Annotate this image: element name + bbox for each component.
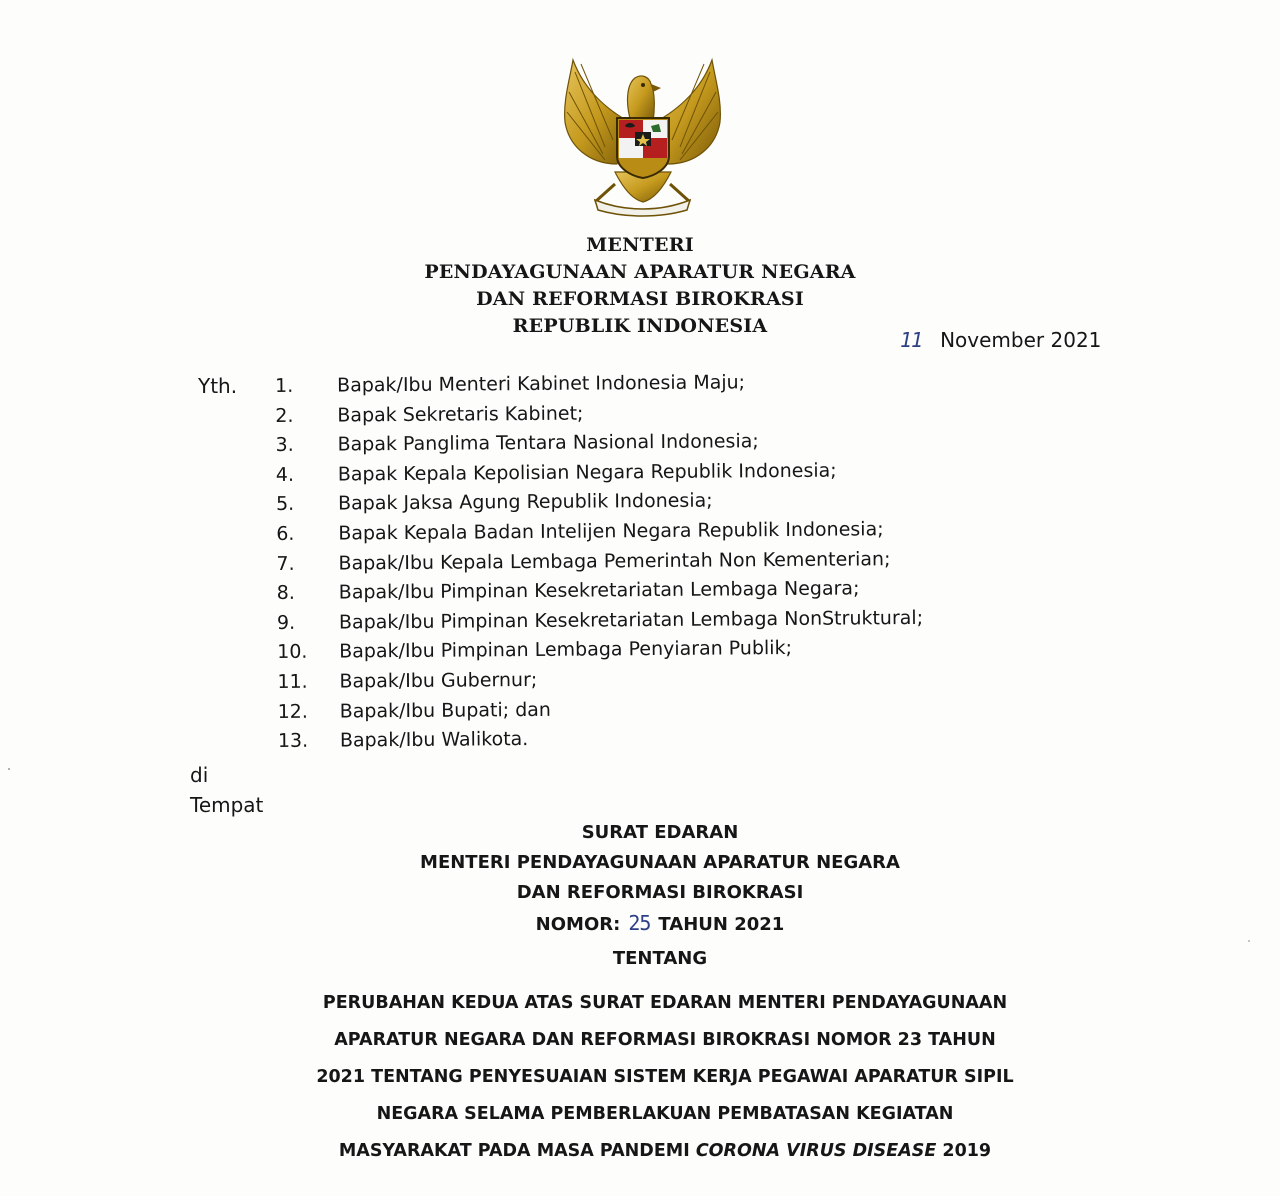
year-label: TAHUN 2021 [658,914,785,935]
date-day-handwritten: 11 [900,328,923,352]
subject-line: NEGARA SELAMA PEMBERLAKUAN PEMBATASAN KEGIATAN [376,1104,954,1124]
circular-type: SURAT EDARAN [581,822,739,843]
list-item: 2. Bapak Sekretaris Kabinet; [275,402,584,427]
circular-title [320,818,1000,974]
subject-line: PERUBAHAN KEDUA ATAS SURAT EDARAN MENTERI PENDAYAGUNAAN [322,993,1008,1013]
list-item: 11. Bapak/Ibu Gubernur; [277,668,538,693]
letter-date [900,328,1101,352]
list-item: 9. Bapak/Ibu Pimpinan Kesekretariatan Lembaga NonStruktural; [276,606,924,634]
subject-line-last: MASYARAKAT PADA MASA PANDEMI CORONA VIRUS DISEASE 2019 [338,1141,992,1161]
letterhead-line: MENTERI [586,234,694,256]
subject-line: 2021 TENTANG PENYESUAIAN SISTEM KERJA PEGAWAI APARATUR SIPIL [316,1067,1014,1087]
letterhead-line: DAN REFORMASI BIROKRASI [476,288,804,310]
list-item: 5. Bapak Jaksa Agung Republik Indonesia; [275,489,713,516]
subject-italic-term: CORONA VIRUS DISEASE [695,1141,937,1161]
list-item: 6. Bapak Kepala Badan Intelijen Negara Republik Indonesia; [276,518,884,545]
list-item: 1. Bapak/Ibu Menteri Kabinet Indonesia Maju; [275,371,746,397]
circular-subject [240,985,1090,1170]
letterhead-line: REPUBLIK INDONESIA [512,315,768,337]
place-line-di: di [190,763,209,787]
number-value-handwritten: 25 [628,911,651,935]
list-item: 7. Bapak/Ibu Kepala Lembaga Pemerintah Non Kementerian; [276,547,891,575]
place-line-tempat: Tempat [190,793,264,817]
circular-issuer-line2: DAN REFORMASI BIROKRASI [516,882,804,903]
list-item: 12. Bapak/Ibu Bupati; dan [277,698,551,723]
addressee-label: Yth. [198,374,238,398]
date-month-year: November 2021 [940,328,1102,352]
scan-speck [1248,940,1250,942]
garuda-emblem-icon [555,52,730,217]
circular-number [320,908,1000,940]
number-label: NOMOR: [535,914,621,935]
letterhead-line: PENDAYAGUNAAN APARATUR NEGARA [424,261,856,283]
letterhead [360,232,920,340]
scan-speck [8,768,10,770]
list-item: 4. Bapak Kepala Kepolisian Negara Republik Indonesia; [275,459,837,486]
list-item: 13. Bapak/Ibu Walikota. [277,728,529,753]
list-item: 10. Bapak/Ibu Pimpinan Lembaga Penyiaran Publik; [277,637,793,664]
list-item: 8. Bapak/Ibu Pimpinan Kesekretariatan Lembaga Negara; [276,577,860,605]
subject-line: APARATUR NEGARA DAN REFORMASI BIROKRASI NOMOR 23 TAHUN [334,1030,996,1050]
recipient-list [275,366,998,756]
list-item: 3. Bapak Panglima Tentara Nasional Indonesia; [275,430,759,457]
circular-about: TENTANG [612,948,708,969]
addressee-place [190,760,263,820]
circular-issuer-line1: MENTERI PENDAYAGUNAAN APARATUR NEGARA [420,852,900,873]
